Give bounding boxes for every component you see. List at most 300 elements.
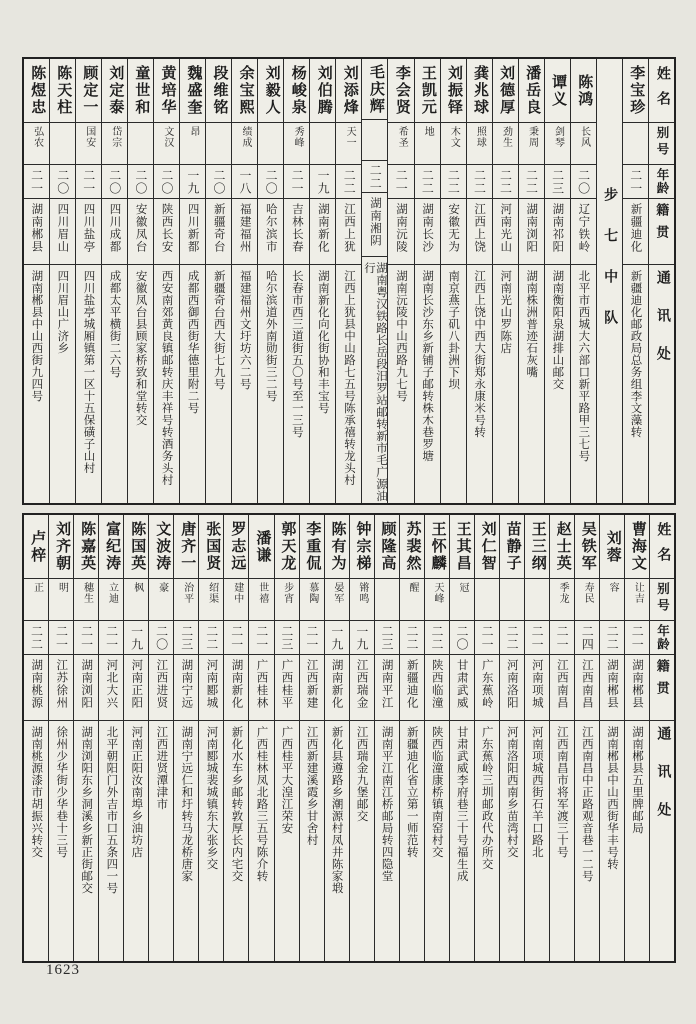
person-age-cell <box>625 621 649 655</box>
person-age-cell <box>475 621 499 655</box>
person-name-cell <box>275 515 299 579</box>
person-age-text: 二一 <box>480 624 495 651</box>
person-address-cell <box>415 265 440 503</box>
person-native-text: 湖南祁阳 <box>551 203 564 253</box>
person-age-cell <box>325 621 349 655</box>
person-column <box>624 515 649 961</box>
person-column <box>98 515 123 961</box>
person-alias-text: 弘农 <box>31 126 43 148</box>
person-native-text: 湖南新化 <box>330 659 343 709</box>
person-column <box>474 515 499 961</box>
person-native-text: 哈尔滨市 <box>264 203 277 253</box>
person-name-text: 陈煜忠 <box>29 65 46 116</box>
person-age-text: 二〇 <box>455 624 470 651</box>
person-alias-cell <box>415 123 440 165</box>
person-address-text: 湖南桃源漆市胡振兴转交 <box>30 726 43 858</box>
person-age-text: 二一 <box>54 624 69 651</box>
person-address-text: 新化县遵路乡潮源村凤井陈家塅 <box>330 726 343 894</box>
person-native-text: 辽宁铁岭 <box>577 203 590 253</box>
person-name-text: 曹海文 <box>629 521 646 572</box>
person-address-text: 江西南昌中正路观音巷一二号 <box>580 726 593 882</box>
person-age-text: 二〇 <box>107 168 122 195</box>
person-alias-cell <box>475 579 499 621</box>
person-alias-cell <box>74 579 98 621</box>
person-age-text: 二二 <box>204 624 219 651</box>
person-alias-text: 木文 <box>448 126 460 148</box>
person-native-cell <box>467 199 492 265</box>
person-name-text: 陈天柱 <box>55 65 72 116</box>
person-address-text: 广东蕉岭三圳邮政代办所交 <box>480 726 493 870</box>
person-native-cell <box>600 655 624 721</box>
person-name-cell <box>519 59 544 123</box>
person-alias-cell <box>500 579 524 621</box>
person-address-cell <box>149 721 173 961</box>
person-native-cell <box>475 655 499 721</box>
person-age-text: 二〇 <box>211 168 226 195</box>
person-name-cell <box>400 515 424 579</box>
person-native-cell <box>24 655 48 721</box>
person-address-cell <box>623 265 648 503</box>
person-alias-text: 天峰 <box>431 582 443 604</box>
person-native-cell <box>300 655 324 721</box>
person-alias-text: 锵鸣 <box>356 582 368 604</box>
person-age-text: 二〇 <box>154 624 169 651</box>
person-address-text: 新疆奇台西大街七九号 <box>212 270 225 390</box>
person-name-text: 李宝珍 <box>628 65 645 116</box>
person-native-cell <box>284 199 309 265</box>
person-age-cell <box>300 621 324 655</box>
person-name-text: 刘齐朝 <box>54 521 71 572</box>
person-address-text: 徐州少华街少华巷十三号 <box>55 726 68 858</box>
person-age-text: 二一 <box>304 624 319 651</box>
person-name-cell <box>128 59 153 123</box>
person-address-text: 新疆迪化邮政局总务组李文藻转 <box>629 270 642 438</box>
person-age-text: 一九 <box>354 624 369 651</box>
person-native-text: 吉林长春 <box>290 203 303 253</box>
person-age-text: 二二 <box>524 168 539 195</box>
person-name-cell <box>467 59 492 123</box>
person-column <box>574 515 599 961</box>
person-native-text: 福建福州 <box>238 203 251 253</box>
header-name-text: 姓名 <box>654 65 670 116</box>
person-column <box>361 59 387 503</box>
person-alias-cell <box>49 579 73 621</box>
person-column <box>75 59 101 503</box>
person-native-cell <box>375 655 399 721</box>
person-native-text: 湖南新化 <box>316 203 329 253</box>
person-native-text: 河南正阳 <box>130 659 143 709</box>
header-alias-text: 别号 <box>655 582 670 615</box>
person-name-text: 富纪涛 <box>104 521 121 572</box>
person-name-text: 童世和 <box>133 65 150 116</box>
person-address-cell <box>310 265 335 503</box>
person-alias-cell <box>362 120 387 160</box>
person-alias-text: 地 <box>422 126 434 137</box>
person-age-cell <box>76 165 101 199</box>
person-column <box>127 59 153 503</box>
person-age-cell <box>400 621 424 655</box>
person-alias-cell <box>154 123 179 165</box>
person-native-cell <box>206 199 231 265</box>
person-name-cell <box>258 59 283 123</box>
person-alias-cell <box>550 579 574 621</box>
person-name-text: 杨峻泉 <box>289 65 306 116</box>
person-age-text: 一九 <box>316 168 331 195</box>
person-native-cell <box>425 655 449 721</box>
person-name-cell <box>362 59 387 120</box>
person-column <box>309 59 335 503</box>
person-age-text: 二三 <box>179 624 194 651</box>
person-native-cell <box>525 655 549 721</box>
person-alias-text: 国安 <box>83 126 95 148</box>
person-alias-cell <box>149 579 173 621</box>
person-age-text: 二〇 <box>264 168 279 195</box>
person-age-cell <box>49 621 73 655</box>
header-alias-cell <box>649 123 674 165</box>
person-address-cell <box>232 265 257 503</box>
person-address-text: 河南正阳汝南埠乡油坊店 <box>130 726 143 858</box>
person-age-text: 二四 <box>580 624 595 651</box>
person-column <box>622 59 648 503</box>
person-name-text: 罗志远 <box>229 521 246 572</box>
person-name-text: 张国贤 <box>204 521 221 572</box>
person-native-text: 河南郾城 <box>205 659 218 709</box>
header-age-text: 年龄 <box>655 168 670 195</box>
person-name-text: 顾定一 <box>81 65 98 116</box>
person-age-cell <box>232 165 257 199</box>
person-alias-cell <box>206 123 231 165</box>
person-native-text: 四川眉山 <box>56 203 69 253</box>
person-age-cell <box>124 621 148 655</box>
person-age-cell <box>388 165 413 199</box>
person-alias-text: 明 <box>56 582 68 593</box>
person-column <box>335 59 361 503</box>
person-column <box>257 59 283 503</box>
person-alias-cell <box>275 579 299 621</box>
header-age-text: 年龄 <box>655 624 670 651</box>
person-address-text: 江西进贤潭津市 <box>155 726 168 810</box>
person-alias-cell <box>625 579 649 621</box>
person-alias-text: 穗生 <box>81 582 93 604</box>
unit-separator-column <box>596 59 622 503</box>
person-native-cell <box>49 655 73 721</box>
person-address-cell <box>519 265 544 503</box>
person-age-cell <box>493 165 518 199</box>
person-native-text: 湖南沅陵 <box>395 203 408 253</box>
person-name-text: 苏裴然 <box>404 521 421 572</box>
header-name-cell <box>650 515 674 579</box>
person-name-cell <box>174 515 198 579</box>
person-name-cell <box>450 515 474 579</box>
person-alias-text: 绍渠 <box>206 582 218 604</box>
person-alias-cell <box>600 579 624 621</box>
person-native-text: 江西南昌 <box>555 659 568 709</box>
person-address-text: 河南项城西街石羊口路北 <box>530 726 543 858</box>
person-address-cell <box>350 721 374 961</box>
person-column <box>173 515 198 961</box>
person-column <box>101 59 127 503</box>
person-name-text: 谭义 <box>550 73 567 108</box>
person-alias-text: 剑琴 <box>552 126 564 148</box>
person-address-text: 湖南新化向化街协和丰宝号 <box>316 270 329 414</box>
person-age-cell <box>500 621 524 655</box>
person-address-text: 湖南浏阳东乡洞溪乡新正街邮交 <box>80 726 93 894</box>
person-name-cell <box>24 59 49 123</box>
person-native-text: 新疆奇台 <box>212 203 225 253</box>
person-native-cell <box>24 199 49 265</box>
person-alias-text: 晏军 <box>331 582 343 604</box>
person-name-cell <box>600 515 624 579</box>
person-alias-text: 醒 <box>406 582 418 593</box>
person-name-text: 郭天龙 <box>279 521 296 572</box>
person-name-cell <box>24 515 48 579</box>
person-address-cell <box>441 265 466 503</box>
person-age-cell <box>174 621 198 655</box>
person-native-cell <box>450 655 474 721</box>
person-native-text: 四川新都 <box>186 203 199 253</box>
person-age-text: 二一 <box>628 168 643 195</box>
person-age-text: 二一 <box>254 624 269 651</box>
person-column <box>349 515 374 961</box>
person-address-cell <box>124 721 148 961</box>
person-name-text: 王凯元 <box>419 65 436 116</box>
person-native-cell <box>350 655 374 721</box>
person-alias-cell <box>300 579 324 621</box>
person-name-text: 黄培华 <box>159 65 176 116</box>
person-column <box>466 59 492 503</box>
person-age-cell <box>24 621 48 655</box>
person-alias-text: 慕陶 <box>306 582 318 604</box>
person-name-cell <box>425 515 449 579</box>
person-address-cell <box>154 265 179 503</box>
person-address-text: 北平朝阳门外吉市口五条四一号 <box>105 726 118 894</box>
person-address-text: 陕西临潼康桥镇南窑村交 <box>430 726 443 858</box>
person-column <box>299 515 324 961</box>
person-age-text: 二二 <box>404 624 419 651</box>
person-age-cell <box>623 165 648 199</box>
person-age-text: 二一 <box>104 624 119 651</box>
header-age-cell <box>649 165 674 199</box>
person-age-text: 二〇 <box>55 168 70 195</box>
person-address-cell <box>525 721 549 961</box>
person-native-cell <box>275 655 299 721</box>
person-alias-cell <box>258 123 283 165</box>
person-native-text: 湖南郴县 <box>630 659 643 709</box>
person-address-cell <box>284 265 309 503</box>
person-address-cell <box>128 265 153 503</box>
person-name-cell <box>500 515 524 579</box>
person-address-text: 湖南郴县五里牌邮局 <box>630 726 643 834</box>
person-native-text: 湖南长沙 <box>421 203 434 253</box>
person-age-text: 一九 <box>329 624 344 651</box>
person-age-cell <box>74 621 98 655</box>
person-address-cell <box>300 721 324 961</box>
person-name-text: 余宝熙 <box>237 65 254 116</box>
person-native-text: 甘肃武威 <box>455 659 468 709</box>
person-address-text: 新化水车乡邮转敦厚长内宅交 <box>230 726 243 882</box>
person-address-cell <box>400 721 424 961</box>
person-address-cell <box>467 265 492 503</box>
header-native-cell <box>649 199 674 265</box>
person-address-cell <box>258 265 283 503</box>
person-name-cell <box>180 59 205 123</box>
person-address-cell <box>500 721 524 961</box>
person-age-cell <box>425 621 449 655</box>
person-name-cell <box>232 59 257 123</box>
person-address-text: 甘肃武威李府巷三十号福生成 <box>455 726 468 882</box>
person-address-text: 江西上饶中西大街郑永康米号转 <box>473 270 486 438</box>
person-alias-text: 建中 <box>231 582 243 604</box>
person-alias-text: 立迪 <box>106 582 118 604</box>
person-address-cell <box>575 721 599 961</box>
header-alias-cell <box>650 579 674 621</box>
person-name-text: 苗静子 <box>504 521 521 572</box>
person-alias-text: 秀峰 <box>292 126 304 148</box>
person-column <box>205 59 231 503</box>
person-age-text: 一九 <box>185 168 200 195</box>
person-address-text: 湖南衡阳泉湖排山邮交 <box>551 270 564 390</box>
person-name-text: 魏盛奎 <box>185 65 202 116</box>
person-column <box>414 59 440 503</box>
person-address-text: 广西桂林凤北路三五号陈介转 <box>255 726 268 882</box>
person-address-text: 湖南粤汉铁路长岳段汨罗站邮转新市毛广源油行 <box>362 261 388 502</box>
person-alias-text: 步宵 <box>281 582 293 604</box>
person-address-text: 北平市西城大六部口新平路甲三七号 <box>577 270 590 462</box>
person-native-text: 江西上犹 <box>342 203 355 253</box>
person-address-text: 河南洛阳西南乡苗湾村交 <box>505 726 518 858</box>
person-name-text: 顾隆高 <box>379 521 396 572</box>
person-alias-cell <box>310 123 335 165</box>
person-age-cell <box>550 621 574 655</box>
person-alias-cell <box>224 579 248 621</box>
header-address-cell <box>650 721 674 961</box>
person-address-cell <box>571 265 596 503</box>
header-name-text: 姓名 <box>655 521 671 572</box>
person-name-cell <box>493 59 518 123</box>
person-native-cell <box>99 655 123 721</box>
person-alias-text: 希圣 <box>396 126 408 148</box>
person-native-cell <box>325 655 349 721</box>
person-column <box>198 515 223 961</box>
person-name-cell <box>149 515 173 579</box>
person-name-text: 卢梓 <box>29 529 46 564</box>
person-age-cell <box>450 621 474 655</box>
person-age-text: 二一 <box>630 624 645 651</box>
person-age-cell <box>284 165 309 199</box>
person-column <box>524 515 549 961</box>
person-name-cell <box>441 59 466 123</box>
person-native-cell <box>224 655 248 721</box>
person-name-cell <box>199 515 223 579</box>
person-name-text: 钟宗梯 <box>354 521 371 572</box>
person-column <box>231 59 257 503</box>
person-native-text: 河南项城 <box>530 659 543 709</box>
person-address-cell <box>24 265 49 503</box>
person-native-cell <box>174 655 198 721</box>
person-age-cell <box>99 621 123 655</box>
person-age-text: 二三 <box>550 168 565 195</box>
person-name-text: 毛庆辉 <box>367 63 384 115</box>
person-age-cell <box>441 165 466 199</box>
person-address-text: 湖南平江南江桥邮局转四隐堂 <box>380 726 393 882</box>
person-alias-text: 岱宗 <box>109 126 121 148</box>
person-age-cell <box>525 621 549 655</box>
person-age-cell <box>467 165 492 199</box>
person-address-cell <box>493 265 518 503</box>
person-address-cell <box>102 265 127 503</box>
person-native-cell <box>415 199 440 265</box>
person-alias-text: 文汉 <box>161 126 173 148</box>
person-column <box>387 59 413 503</box>
person-name-text: 刘蓉 <box>604 529 621 564</box>
person-age-cell <box>310 165 335 199</box>
person-address-cell <box>74 721 98 961</box>
person-alias-cell <box>102 123 127 165</box>
person-name-text: 王三纲 <box>529 521 546 572</box>
person-column <box>492 59 518 503</box>
person-address-cell <box>249 721 273 961</box>
person-native-text: 四川成都 <box>108 203 121 253</box>
person-age-text: 二二 <box>446 168 461 195</box>
person-name-text: 陈嘉英 <box>79 521 96 572</box>
person-native-cell <box>362 193 387 256</box>
person-alias-cell <box>76 123 101 165</box>
person-column <box>148 515 173 961</box>
person-name-cell <box>284 59 309 123</box>
person-column <box>424 515 449 961</box>
person-name-text: 刘振铎 <box>445 65 462 116</box>
person-column <box>179 59 205 503</box>
person-native-text: 江西瑞金 <box>355 659 368 709</box>
person-native-text: 安徽无为 <box>447 203 460 253</box>
person-name-text: 刘定泰 <box>107 65 124 116</box>
person-name-text: 王其昌 <box>454 521 471 572</box>
person-address-cell <box>275 721 299 961</box>
person-age-cell <box>206 165 231 199</box>
person-address-cell <box>450 721 474 961</box>
person-alias-cell <box>325 579 349 621</box>
person-address-text: 新疆迪化省立第一师范转 <box>405 726 418 858</box>
person-name-text: 刘毅人 <box>263 65 280 116</box>
person-native-text: 江苏徐州 <box>55 659 68 709</box>
person-native-cell <box>400 655 424 721</box>
person-native-cell <box>388 199 413 265</box>
person-alias-cell <box>336 123 361 165</box>
person-address-cell <box>475 721 499 961</box>
person-address-cell <box>49 721 73 961</box>
person-column <box>399 515 424 961</box>
person-name-cell <box>623 59 648 123</box>
person-age-cell <box>545 165 570 199</box>
person-address-cell <box>206 265 231 503</box>
person-alias-text: 天一 <box>344 126 356 148</box>
person-name-text: 李重侃 <box>304 521 321 572</box>
person-native-cell <box>258 199 283 265</box>
person-address-cell <box>76 265 101 503</box>
person-address-cell <box>388 265 413 503</box>
person-name-cell <box>415 59 440 123</box>
person-alias-cell <box>545 123 570 165</box>
person-age-cell <box>336 165 361 199</box>
person-column <box>324 515 349 961</box>
person-age-cell <box>415 165 440 199</box>
person-name-text: 唐齐一 <box>179 521 196 572</box>
person-native-cell <box>500 655 524 721</box>
person-native-cell <box>149 655 173 721</box>
person-alias-text: 季龙 <box>557 582 569 604</box>
person-native-cell <box>550 655 574 721</box>
person-native-text: 河南洛阳 <box>505 659 518 709</box>
